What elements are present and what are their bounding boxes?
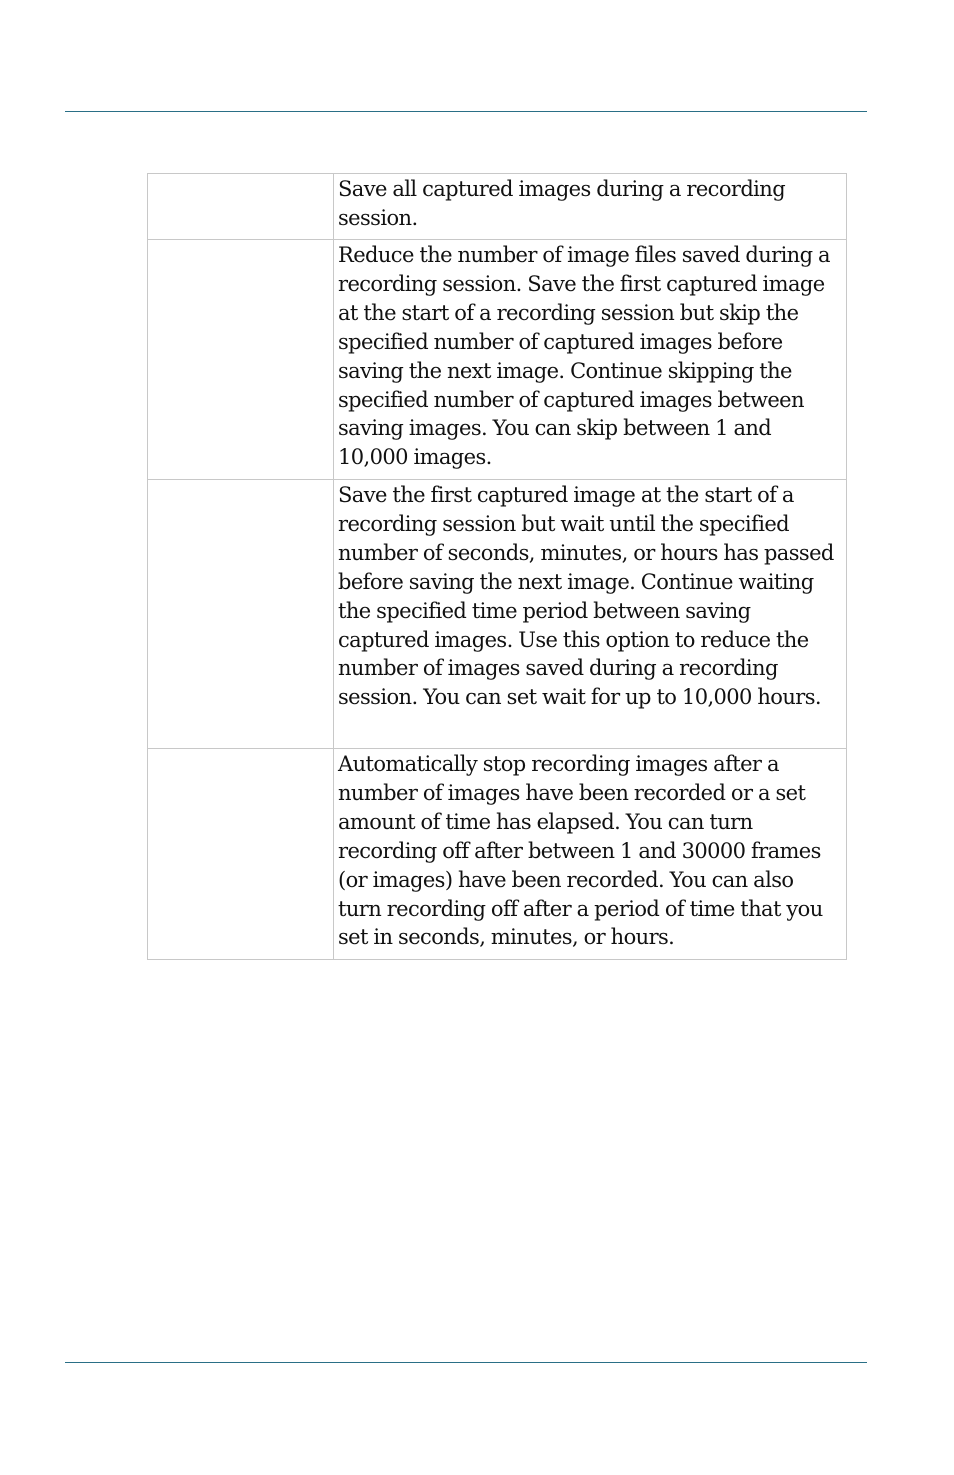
option-label xyxy=(148,749,334,960)
options-table xyxy=(147,173,847,960)
option-label xyxy=(148,240,334,480)
table-row xyxy=(148,749,847,960)
footer-rule xyxy=(65,1362,867,1363)
option-label xyxy=(148,480,334,749)
header-rule xyxy=(65,111,867,112)
option-label xyxy=(148,174,334,240)
table-row xyxy=(148,174,847,240)
option-description: Save the first captured image at the start of a recording session but wait until the specified number of seconds, minutes, or hours has passed before saving the next image. Continue waiting the specified time period between saving captured images. Use this option to reduce the number of images saved during a recording session. You can set wait for up to 10,000 hours. xyxy=(334,480,847,749)
option-description: Automatically stop recording images after a number of images have been recorded or a set amount of time has elapsed. You can turn recording off after between 1 and 30000 frames (or images) have been recorded. You can also turn recording off after a period of time that you set in seconds, minutes, or hours. xyxy=(334,749,847,960)
table-row xyxy=(148,240,847,480)
option-description: Reduce the number of image files saved during a recording session. Save the first captured image at the start of a recording session but skip the specified number of captured images before saving the next image. Continue skipping the specified number of captured images between saving images. You can skip between 1 and 10,000 images. xyxy=(334,240,847,480)
table-row xyxy=(148,480,847,749)
option-description: Save all captured images during a recording session. xyxy=(334,174,847,240)
